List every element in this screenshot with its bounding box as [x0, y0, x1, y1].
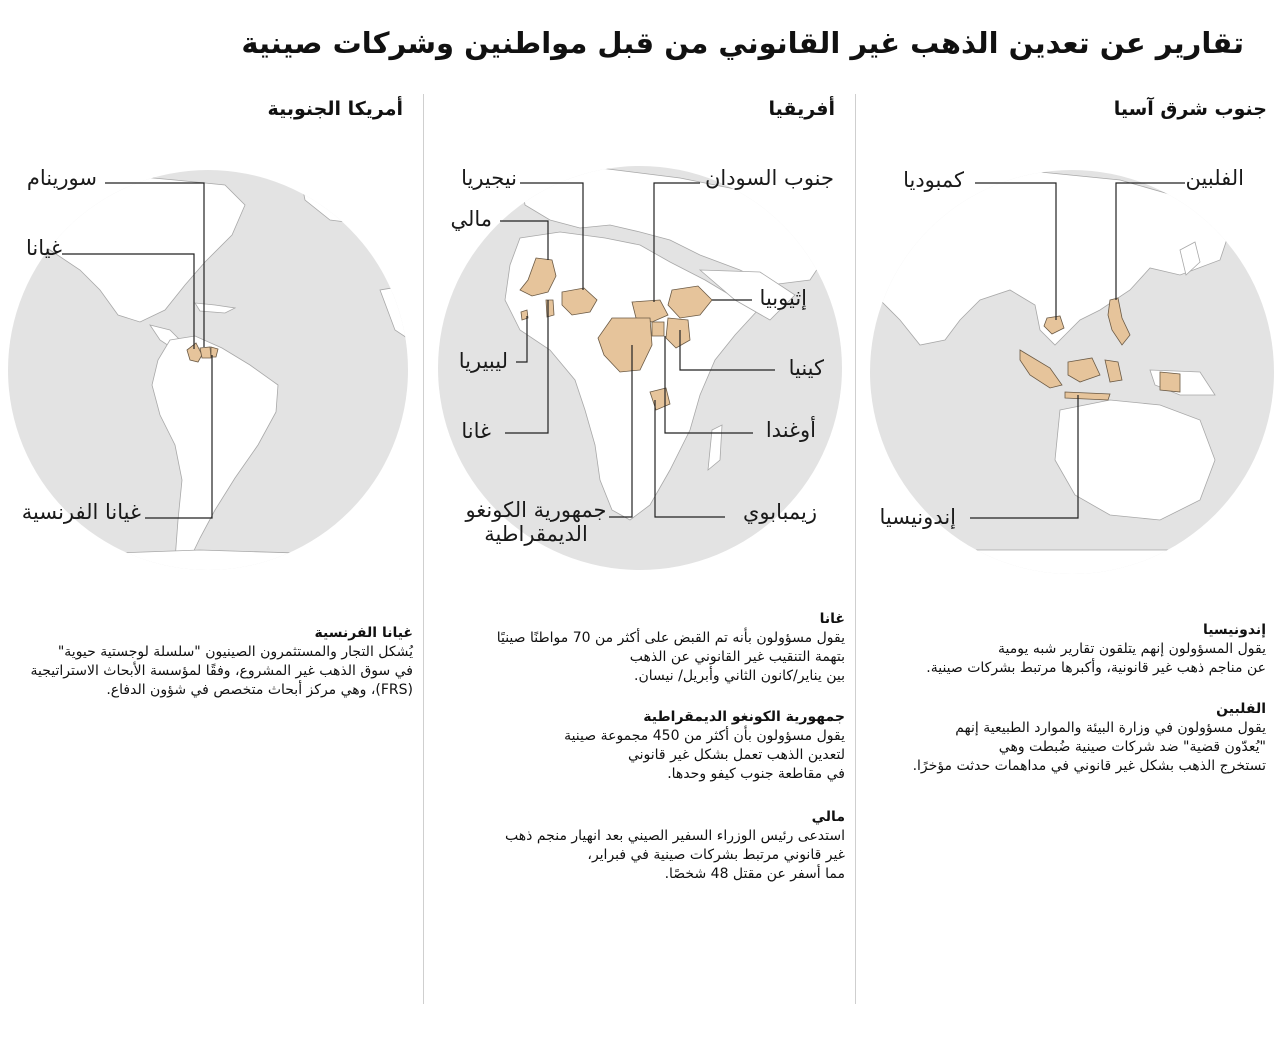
notes-indonesia: [926, 621, 1266, 678]
region-title-south-america: أمريكا الجنوبية: [267, 98, 403, 120]
note-line: يقول المسؤولون إنهم يتلقون تقارير شبه يومية: [998, 641, 1266, 657]
label-uganda: أوغندا: [765, 418, 816, 442]
label-ethiopia: إثيوبيا: [759, 286, 807, 310]
note-heading: إندونيسيا: [1202, 622, 1266, 638]
notes-africa-ghana: [497, 610, 845, 686]
label-south-sudan: جنوب السودان: [704, 166, 834, 190]
note-heading: الفلبين: [1216, 701, 1266, 717]
note-line: بتهمة التنقيب غير القانوني عن الذهب: [629, 649, 845, 665]
note-heading: جمهورية الكونغو الديمقراطية: [643, 709, 845, 725]
label-drc-line1: جمهورية الكونغو: [465, 498, 607, 522]
label-drc: [456, 498, 616, 546]
region-title-africa: أفريقيا: [768, 98, 835, 120]
label-zimbabwe: زيمبابوي: [743, 500, 817, 524]
label-ghana: غانا: [461, 419, 491, 443]
notes-philippines: [913, 700, 1266, 776]
note-line: "يُعدّون قضية" ضد شركات صينية ضُبطت وهي: [998, 739, 1266, 755]
notes-south-america: [31, 624, 414, 700]
note-heading: غيانا الفرنسية: [314, 625, 413, 641]
label-indonesia: إندونيسيا: [879, 505, 956, 529]
note-line: غير قانوني مرتبط بشركات صينية في فبراير،: [587, 847, 845, 863]
label-philippines: الفلبين: [1185, 166, 1244, 190]
globe-south-america: [8, 165, 410, 600]
ghana-shape: [546, 300, 554, 317]
notes-africa-mali: [505, 808, 845, 884]
label-drc-line2: الديمقراطية: [484, 522, 588, 546]
label-kenya: كينيا: [788, 356, 824, 380]
note-line: يُشكل التجار والمستثمرون الصينيون "سلسلة لوجستية حيوية": [57, 644, 413, 660]
note-line: عن مناجم ذهب غير قانونية، وأكبرها مرتبط بشركات صينية.: [926, 660, 1266, 676]
label-mali: مالي: [450, 207, 492, 231]
uganda-shape: [652, 322, 664, 336]
label-french-guiana: غيانا الفرنسية: [21, 500, 141, 524]
globe-southeast-asia: [860, 165, 1274, 600]
region-title-southeast-asia: جنوب شرق آسيا: [1113, 98, 1267, 120]
note-line: تستخرج الذهب بشكل غير قانوني في مداهمات حدثت مؤخرًا.: [912, 758, 1266, 774]
note-line: يقول مسؤولون بأن أكثر من 450 مجموعة صينية: [564, 728, 845, 744]
suriname-shape: [200, 347, 211, 358]
note-line: لتعدين الذهب تعمل بشكل غير قانوني: [627, 747, 845, 763]
note-line: مما أسفر عن مقتل 48 شخصًا.: [664, 866, 845, 882]
note-line: يقول مسؤولون بأنه تم القبض على أكثر من 70 مواطنًا صينيًا: [496, 630, 845, 646]
note-line: (FRS)، وهي مركز أبحاث متخصص في شؤون الدفاع.: [106, 682, 413, 698]
label-guyana: غيانا: [26, 236, 62, 260]
note-heading: غانا: [819, 611, 845, 627]
note-line: يقول مسؤولون في وزارة البيئة والموارد الطبيعية إنهم: [955, 720, 1266, 736]
note-line: استدعى رئيس الوزراء السفير الصيني بعد انهيار منجم ذهب: [505, 828, 845, 844]
indonesia-papua: [1160, 372, 1180, 392]
note-line: بين يناير/كانون الثاني وأبريل/ نيسان.: [634, 668, 845, 684]
notes-africa-drc: [564, 708, 845, 784]
note-heading: مالي: [811, 809, 845, 825]
label-cambodia: كمبوديا: [903, 168, 964, 192]
note-line: في مقاطعة جنوب كيفو وحدها.: [667, 766, 845, 782]
label-suriname: سورينام: [26, 166, 97, 190]
label-nigeria: نيجيريا: [461, 166, 517, 190]
page-title: تقارير عن تعدين الذهب غير القانوني من قبل مواطنين وشركات صينية: [241, 26, 1244, 60]
note-line: في سوق الذهب غير المشروع، وفقًا لمؤسسة الأبحاث الاستراتيجية: [30, 663, 413, 679]
label-liberia: ليبيريا: [458, 349, 508, 373]
